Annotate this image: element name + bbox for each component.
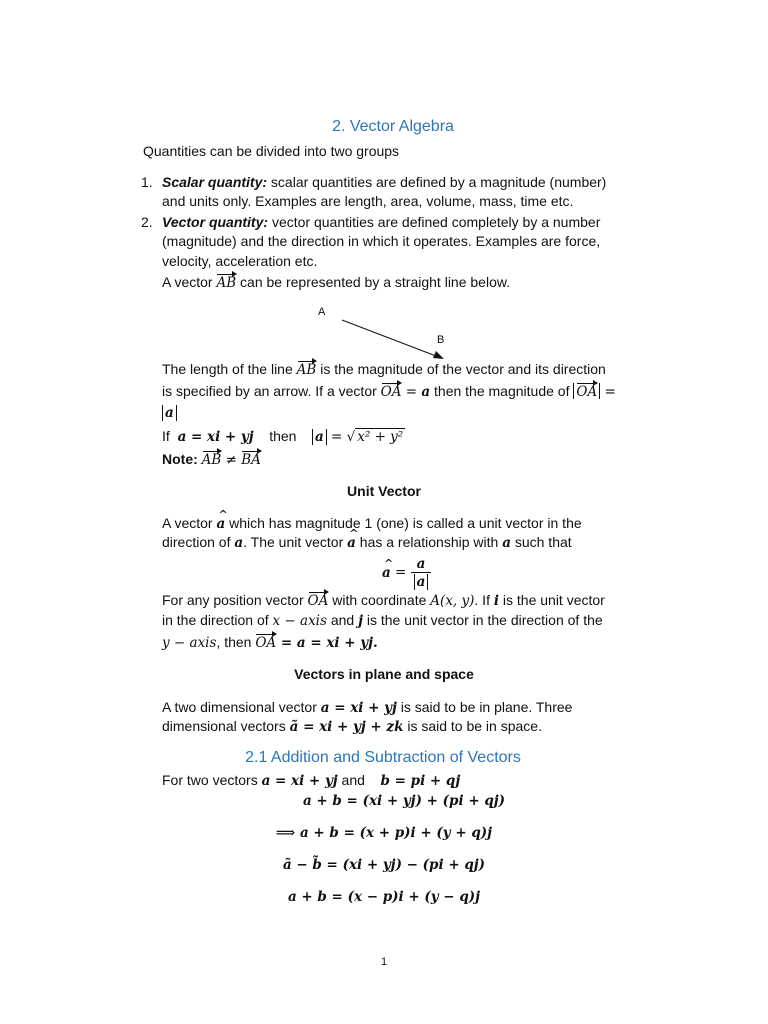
list-item-2-line-1 — [162, 213, 600, 231]
length-line-1 — [162, 360, 606, 379]
plane-space-heading: Vectors in plane and space — [294, 666, 474, 682]
two-vectors-pre: For two vectors — [162, 772, 262, 788]
scalar-term: Scalar quantity — [162, 174, 263, 190]
unit-paragraph-1 — [162, 514, 582, 533]
pos-p2-post: is the unit vector in the direction of the — [362, 612, 603, 628]
list-item-1-line-2: and units only. Examples are length, area, volume, mass, time etc. — [162, 193, 574, 209]
unit-a-hat: ^ a — [216, 515, 225, 533]
pos-vec-oa: OA — [307, 593, 329, 609]
length-abs-a: a — [162, 405, 177, 421]
plane-p1-pre: A two dimensional vector — [162, 699, 321, 715]
vector-arrowhead — [433, 351, 444, 359]
vector-text-1: vector quantities are defined completely by a number — [268, 214, 601, 230]
unit-p2-mid: . The unit vector — [243, 534, 348, 550]
plane-p2-pre: dimensional vectors — [162, 718, 290, 734]
abs-a: a — [312, 429, 327, 445]
plane-2d-equation: a = xi + yj — [320, 700, 397, 716]
length-line-2-pre: is specified by an arrow. If a vector — [162, 383, 381, 399]
if-expression: a = xi + yj — [177, 429, 254, 445]
unit-vector-heading: Unit Vector — [347, 483, 421, 499]
note-line — [162, 450, 261, 469]
unit-p2-post: has a relationship with — [355, 534, 503, 550]
then-word: then — [269, 428, 297, 444]
plane-paragraph-1 — [162, 698, 572, 717]
unit-p2-pre: direction of — [162, 534, 235, 550]
plane-3d-equation: ã = xi + yj + zk — [289, 719, 404, 735]
addition-equation-1: a + b = (xi + yj) + (pi + qj) — [302, 793, 506, 809]
pos-p1-pre: For any position vector — [162, 592, 308, 608]
page-title: 2. Vector Algebra — [332, 118, 454, 135]
pos-p1-end: is the unit vector — [499, 592, 605, 608]
note-vec-ba: BA — [241, 452, 261, 468]
pos-coordinate: A(x, y) — [430, 593, 475, 609]
pos-j: j — [358, 613, 363, 629]
if-line: If a = xi + yj then a = √ x² + y² — [162, 428, 404, 445]
vector-colon: : — [263, 214, 269, 230]
vector-ab-post: can be represented by a straight line below. — [236, 274, 511, 290]
note-vec-ab: AB — [201, 452, 222, 468]
plane-p1-post: is said to be in plane. Three — [396, 699, 573, 715]
length-line-3 — [162, 403, 177, 422]
subtraction-equation-2: a + b = (x − p)i + (y − q)j — [287, 889, 481, 905]
note-label: Note: — [162, 451, 198, 467]
length-line-2 — [162, 382, 616, 401]
if-word: If — [162, 428, 170, 444]
note-neq: ≠ — [221, 452, 242, 468]
unit-paragraph-2 — [162, 533, 572, 552]
unit-p2-a-2: a — [502, 535, 511, 551]
unit-eq-denominator: a — [414, 574, 429, 590]
list-item-2-line-2: (magnitude) and the direction in which it operates. Examples are force, — [162, 233, 601, 249]
pos-p1-post: . If — [474, 592, 494, 608]
length-equals: = — [401, 384, 422, 400]
vector-ab-sentence — [162, 273, 510, 292]
scalar-colon: : — [262, 174, 268, 190]
length-line-2-mid: then the magnitude of — [430, 383, 574, 399]
scalar-text-1: scalar quantities are defined by a magnitude (number) — [267, 174, 607, 190]
pos-p2-mid: and — [326, 612, 359, 628]
length-vec-oa-abs: OA — [576, 384, 598, 400]
pos-p3-mid: , then — [216, 634, 256, 650]
point-a-label: A — [318, 306, 326, 318]
unit-p1-pre: A vector — [162, 515, 217, 531]
vector-a-definition: a = xi + yj — [261, 773, 338, 789]
unit-eq-lhs: ^ a — [382, 565, 391, 581]
position-paragraph-1 — [162, 591, 605, 610]
pos-p3-equation: = a = xi + yj. — [276, 635, 378, 651]
vector-b-definition: b = pi + qj — [380, 773, 461, 789]
length-line-1-pre: The length of the line — [162, 361, 297, 377]
pos-i: i — [493, 593, 499, 609]
two-vectors-line — [162, 771, 460, 790]
vector-line — [342, 320, 436, 356]
pos-p2-pre: in the direction of — [162, 612, 273, 628]
position-paragraph-3 — [162, 633, 378, 652]
subtraction-equation-1: ã − b̃ = (xi + yj) − (pi + qj) — [282, 857, 486, 873]
list-number-2: 2. — [141, 214, 153, 230]
unit-equation: ^ a = $\frac{a}{a}$ — [382, 556, 431, 590]
unit-p2-a: a — [234, 535, 244, 551]
position-paragraph-2 — [162, 611, 603, 630]
pos-p1-mid: with coordinate — [328, 592, 431, 608]
length-line-1-post: is the magnitude of the vector and its direction — [316, 361, 606, 377]
unit-p2-a-hat: ^ a — [347, 534, 356, 552]
point-b-label: B — [437, 334, 445, 346]
plane-paragraph-2 — [162, 717, 542, 736]
page-number: 1 — [380, 956, 388, 968]
plane-p2-post: is said to be in space. — [403, 718, 542, 734]
length-equals-2: = — [600, 384, 616, 400]
section-heading: 2.1 Addition and Subtraction of Vectors — [245, 749, 521, 766]
pos-p3-vec-oa: OA — [255, 635, 277, 651]
sqrt-expression: x² + y² — [357, 429, 404, 445]
two-vectors-and: and — [337, 772, 369, 788]
pos-y-axis: y − axis — [162, 635, 217, 651]
vector-term: Vector quantity — [162, 214, 264, 230]
length-vec-ab: AB — [296, 362, 317, 378]
list-item-1-line-1 — [162, 173, 606, 191]
list-item-2-line-3: velocity, acceleration etc. — [162, 253, 318, 269]
intro-text: Quantities can be divided into two groups — [143, 143, 400, 159]
unit-p2-end: such that — [510, 534, 572, 550]
length-a: a — [421, 384, 431, 400]
vector-ab-symbol: AB — [216, 275, 237, 291]
addition-equation-2: ⟹ a + b = (x + p)i + (y + q)j — [275, 825, 493, 841]
vector-ab-pre: A vector — [162, 274, 217, 290]
length-vec-oa: OA — [380, 384, 402, 400]
pos-x-axis: x − axis — [272, 613, 327, 629]
list-number-1: 1. — [141, 174, 153, 190]
unit-p1-post: which has magnitude 1 (one) is called a unit vector in the — [225, 515, 582, 531]
unit-eq-numerator: a — [411, 556, 432, 573]
